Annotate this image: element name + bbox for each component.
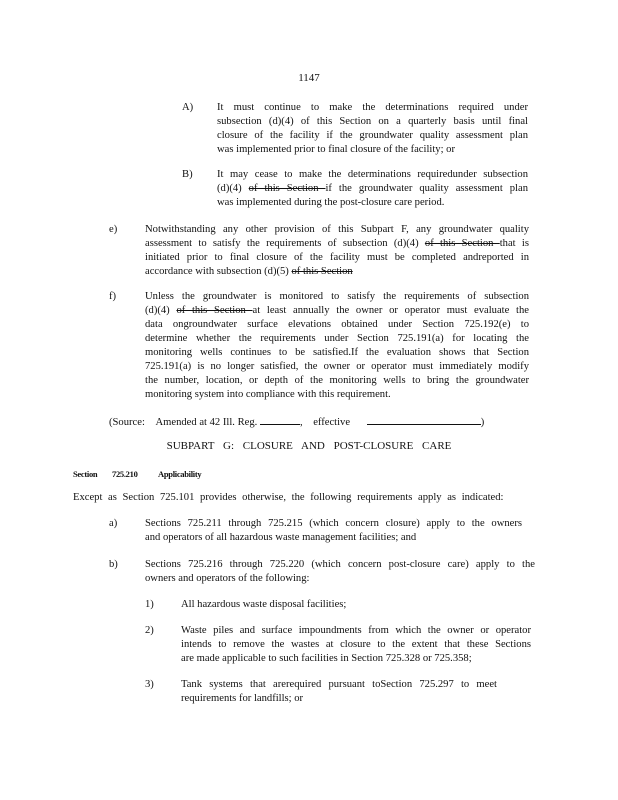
text-line: (d)(4) of this Section at least annually the owner or operator must evaluate the — [145, 305, 529, 316]
item-label: 1) — [145, 599, 154, 610]
text-line: owners and operators of the following: — [145, 573, 310, 584]
text-line: intends to remove the wastes at closure to the extent that these Sections — [181, 639, 531, 650]
item-text — [145, 290, 529, 402]
text-line: initiated prior to final closure of the facility must be completed andreported in — [145, 252, 529, 263]
item-label: 2) — [145, 625, 154, 636]
source-note: (Source: Amended at 42 Ill. Reg. , effective ) — [109, 414, 484, 430]
text-line: It must continue to make the determinations required under — [217, 102, 528, 113]
item-label: a) — [109, 518, 118, 529]
text-line: Sections 725.216 through 725.220 (which concern post-closure care) apply to the — [145, 559, 535, 570]
item-label: f) — [109, 291, 117, 302]
text-line: Tank systems that arerequired pursuant toSection 725.297 to meet — [181, 679, 497, 690]
text-line: was implemented during the post-closure care period. — [217, 197, 445, 208]
page-number: 1147 — [298, 72, 320, 84]
text-line: Unless the groundwater is monitored to satisfy the requirements of subsection — [145, 291, 529, 302]
text-line: assessment to satisfy the requirements of subsection (d)(4) of this Section that is — [145, 238, 529, 249]
intro-paragraph: Except as Section 725.101 provides otherwise, the following requirements apply as indicated: — [73, 492, 504, 503]
subpart-heading: SUBPART G: CLOSURE AND POST-CLOSURE CARE — [166, 440, 452, 452]
text-line: monitoring wells continues to be satisfied.If the evaluation shows that Section — [145, 347, 529, 358]
item-label: A) — [182, 102, 194, 113]
text-line: All hazardous waste disposal facilities; — [181, 599, 347, 610]
item-text — [145, 223, 529, 279]
text-line: are made applicable to such facilities in Section 725.328 or 725.358; — [181, 653, 472, 664]
item-label: 3) — [145, 679, 154, 690]
text-line: It may cease to make the determinations requiredunder subsection — [217, 169, 528, 180]
text-line: was implemented prior to final closure of the facility; or — [217, 144, 455, 155]
text-line: requirements for landfills; or — [181, 693, 304, 704]
item-text — [181, 598, 531, 612]
item-text — [181, 624, 531, 666]
item-label: B) — [182, 169, 193, 180]
item-text — [217, 101, 528, 157]
section-number: 725.210 — [112, 469, 138, 479]
item-text — [217, 168, 528, 210]
section-title: Applicability — [158, 469, 202, 479]
text-line: data ongroundwater surface elevations obtained under Section 725.192(e) to — [145, 319, 529, 330]
text-line: and operators of all hazardous waste management facilities; and — [145, 532, 417, 543]
item-text — [145, 558, 535, 586]
text-line: the number, location, or depth of the monitoring wells to bring the groundwater — [145, 375, 529, 386]
blank-effective-date — [367, 414, 481, 425]
text-line: accordance with subsection (d)(5) of this Section — [145, 266, 353, 277]
item-label: e) — [109, 224, 118, 235]
section-label: Section — [73, 469, 98, 479]
struck-text: of this Section — [248, 183, 326, 194]
text-line: closure of the facility if the groundwater quality assessment plan — [217, 130, 528, 141]
struck-text: of this Section — [291, 266, 353, 277]
text-line: Notwithstanding any other provision of this Subpart F, any groundwater quality — [145, 224, 529, 235]
text-line: monitoring system into compliance with this requirement. — [145, 389, 391, 400]
text-line: Waste piles and surface impoundments from which the owner or operator — [181, 625, 531, 636]
struck-text: of this Section — [424, 238, 500, 249]
text-line: determine whether the requirements under Section 725.191(a) for locating the — [145, 333, 529, 344]
section-heading — [73, 467, 201, 481]
text-line: 725.191(a) is no longer satisfied, the owner or operator must immediately modify — [145, 361, 529, 372]
item-label: b) — [109, 559, 118, 570]
text-line: (d)(4) of this Section if the groundwater quality assessment plan — [217, 183, 528, 194]
struck-text: of this Section — [176, 305, 253, 316]
blank-register-page — [260, 414, 300, 425]
item-text — [181, 678, 497, 706]
text-line: subsection (d)(4) of this Section on a quarterly basis until final — [217, 116, 528, 127]
text-line: Sections 725.211 through 725.215 (which concern closure) apply to the owners — [145, 518, 522, 529]
item-text — [145, 517, 522, 545]
